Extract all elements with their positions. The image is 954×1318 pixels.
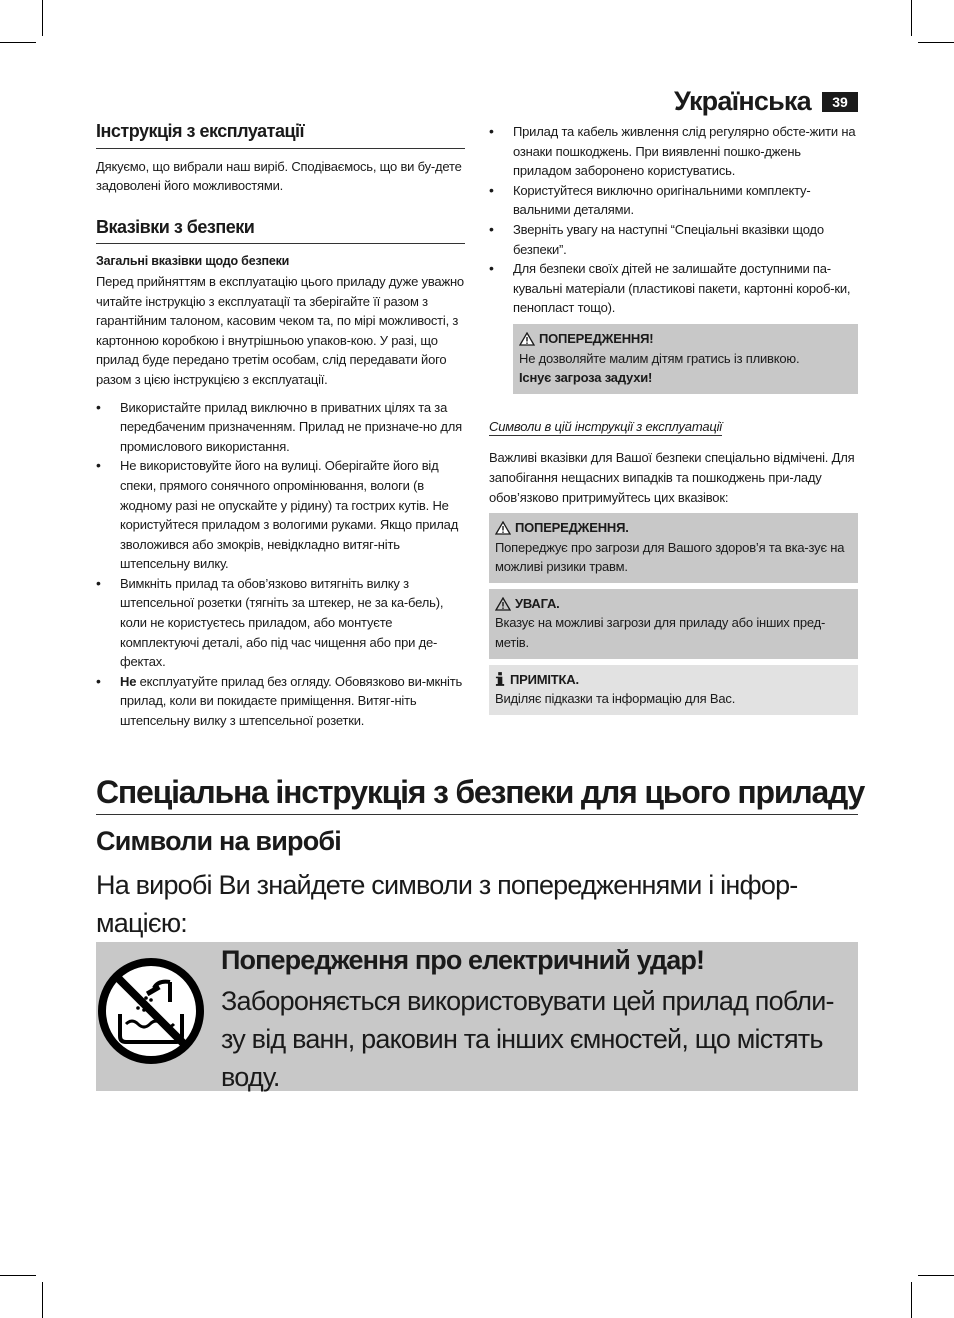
no-bath-shower-icon [98, 958, 204, 1064]
page-number: 39 [822, 92, 858, 112]
box-title: ПРИМІТКА. [510, 671, 579, 687]
list-item: • Використайте прилад виключно в приватних цілях та за передбаченим призначенням. Прилад не призначе-но для промислового використання. [96, 398, 465, 457]
list-item: • Користуйтеся виключно оригінальними комплекту-вальними деталями. [489, 181, 858, 220]
right-column [489, 122, 858, 715]
crop-mark [918, 1275, 954, 1276]
warning-box-children [513, 324, 858, 394]
symbol-box-warning [489, 513, 858, 583]
symbols-on-product-text: На виробі Ви знайдете символи з попередженнями і інфор-мацією: [96, 870, 798, 938]
list-item [96, 672, 465, 731]
symbols-on-product-title: Символи на виробі [96, 826, 341, 856]
language-heading: Українська [674, 86, 811, 116]
list-item: • Прилад та кабель живлення слід регулярно обсте-жити на ознаки пошкоджень. При виявленні пошко-джень приладом заборонено користуватись. [489, 122, 858, 181]
safety-bullet-list [96, 398, 465, 731]
symbol-box-note [489, 665, 858, 715]
warning-title: ПОПЕРЕДЖЕННЯ! [539, 330, 654, 346]
crop-mark [911, 1282, 912, 1318]
box-title: ПОПЕРЕДЖЕННЯ. [515, 520, 629, 536]
general-safety-title: Загальні вказівки щодо безпеки [96, 254, 290, 269]
section-title-instructions: Інструкція з експлуатації [96, 122, 465, 149]
warning-text: Не дозволяйте малим дітям гратись із пливкою. [519, 350, 800, 366]
info-icon [495, 671, 506, 687]
warning-triangle-icon [495, 521, 511, 535]
left-column [96, 122, 465, 731]
bullet-text: експлуатуйте прилад без огляду. Обовязково ви-мкніть прилад, коли ви покидаєте приміщення. Витяг-ніть штепсельну вилку з штепсельної розетки. [120, 673, 463, 729]
symbols-label: Символи в цій інструкції з експлуатації [489, 418, 722, 434]
warning-bold-text: Існує загроза задухи! [519, 370, 653, 386]
shock-warning-text: Забороняється використовувати цей прилад побли-зу від ванн, раковин та інших ємностей, що містять воду. [221, 986, 834, 1092]
list-item: • Для безпеки своїх дітей не залишайте доступними па-кувальні матеріали (пластикові пакети, картонні короб-ки, пенопласт тощо). [489, 259, 858, 318]
warning-triangle-icon [519, 332, 535, 346]
shock-warning-title: Попередження про електричний удар! [221, 945, 705, 975]
crop-mark [918, 42, 954, 43]
crop-mark [911, 0, 912, 36]
box-text: Попереджує про загрози для Вашого здоров’я та вка-зує на можливі ризики травм. [495, 539, 845, 575]
intro-text: Дякуємо, що вибрали наш виріб. Сподіваємось, що ви бу-дете задоволені його можливостями. [96, 158, 462, 194]
crop-mark [42, 1282, 43, 1318]
bullet-bold-word: Не [120, 673, 137, 689]
crop-mark [42, 0, 43, 36]
crop-mark [0, 42, 36, 43]
caution-triangle-icon [495, 597, 511, 611]
crop-mark [0, 1275, 36, 1276]
symbols-intro: Важливі вказівки для Вашої безпеки спеціально відмічені. Для запобігання нещасних випадків та пошкоджень при-ладу обов’язково притримуйтесь цих вказівок: [489, 450, 855, 505]
general-safety-text: Перед прийняттям в експлуатацію цього приладу дуже уважно читайте інструкцію з експлуатації та зберігайте її разом з гарантійним талоном, касовим чеком та, по мірі можливості, з картонною коробкою і внутрішньою упаков-кою. У разі, що прилад буде передано третім особам, слід передавати його разом з цією інструкцією з експлуатації. [96, 273, 464, 387]
list-item: • Вимкніть прилад та обов’язково витягніть вилку з штепсельної розетки (тягніть за штекер, не за ка-бель), коли не користуєтесь приладом, або монтуєте комплектуючі деталі, або під час чищення або при де-фектах. [96, 574, 465, 672]
box-text: Вказує на можливі загрози для приладу або інших пред-метів. [495, 615, 826, 651]
list-item: • Не використовуйте його на вулиці. Оберігайте його від спеки, прямого сонячного опромінювання, вологи (в жодному разі не опускайте у рідину) та гострих кутів. Не користуйтеся приладом з вологими руками. Якщо прилад зволожився або змокрів, невідкладно витяг-ніть штепсельну вилку. [96, 456, 465, 574]
box-text: Виділяє підказки та інформацію для Вас. [495, 691, 736, 707]
main-title: Спеціальна інструкція з безпеки для цього приладу [96, 774, 858, 815]
list-item: • Зверніть увагу на наступні “Спеціальні вказівки щодо безпеки”. [489, 220, 858, 259]
symbol-box-caution [489, 589, 858, 659]
safety-bullet-list-continued [489, 122, 858, 318]
section-title-safety: Вказівки з безпеки [96, 218, 465, 245]
electric-shock-warning-box [96, 942, 858, 1091]
box-title: УВАГА. [515, 595, 560, 611]
